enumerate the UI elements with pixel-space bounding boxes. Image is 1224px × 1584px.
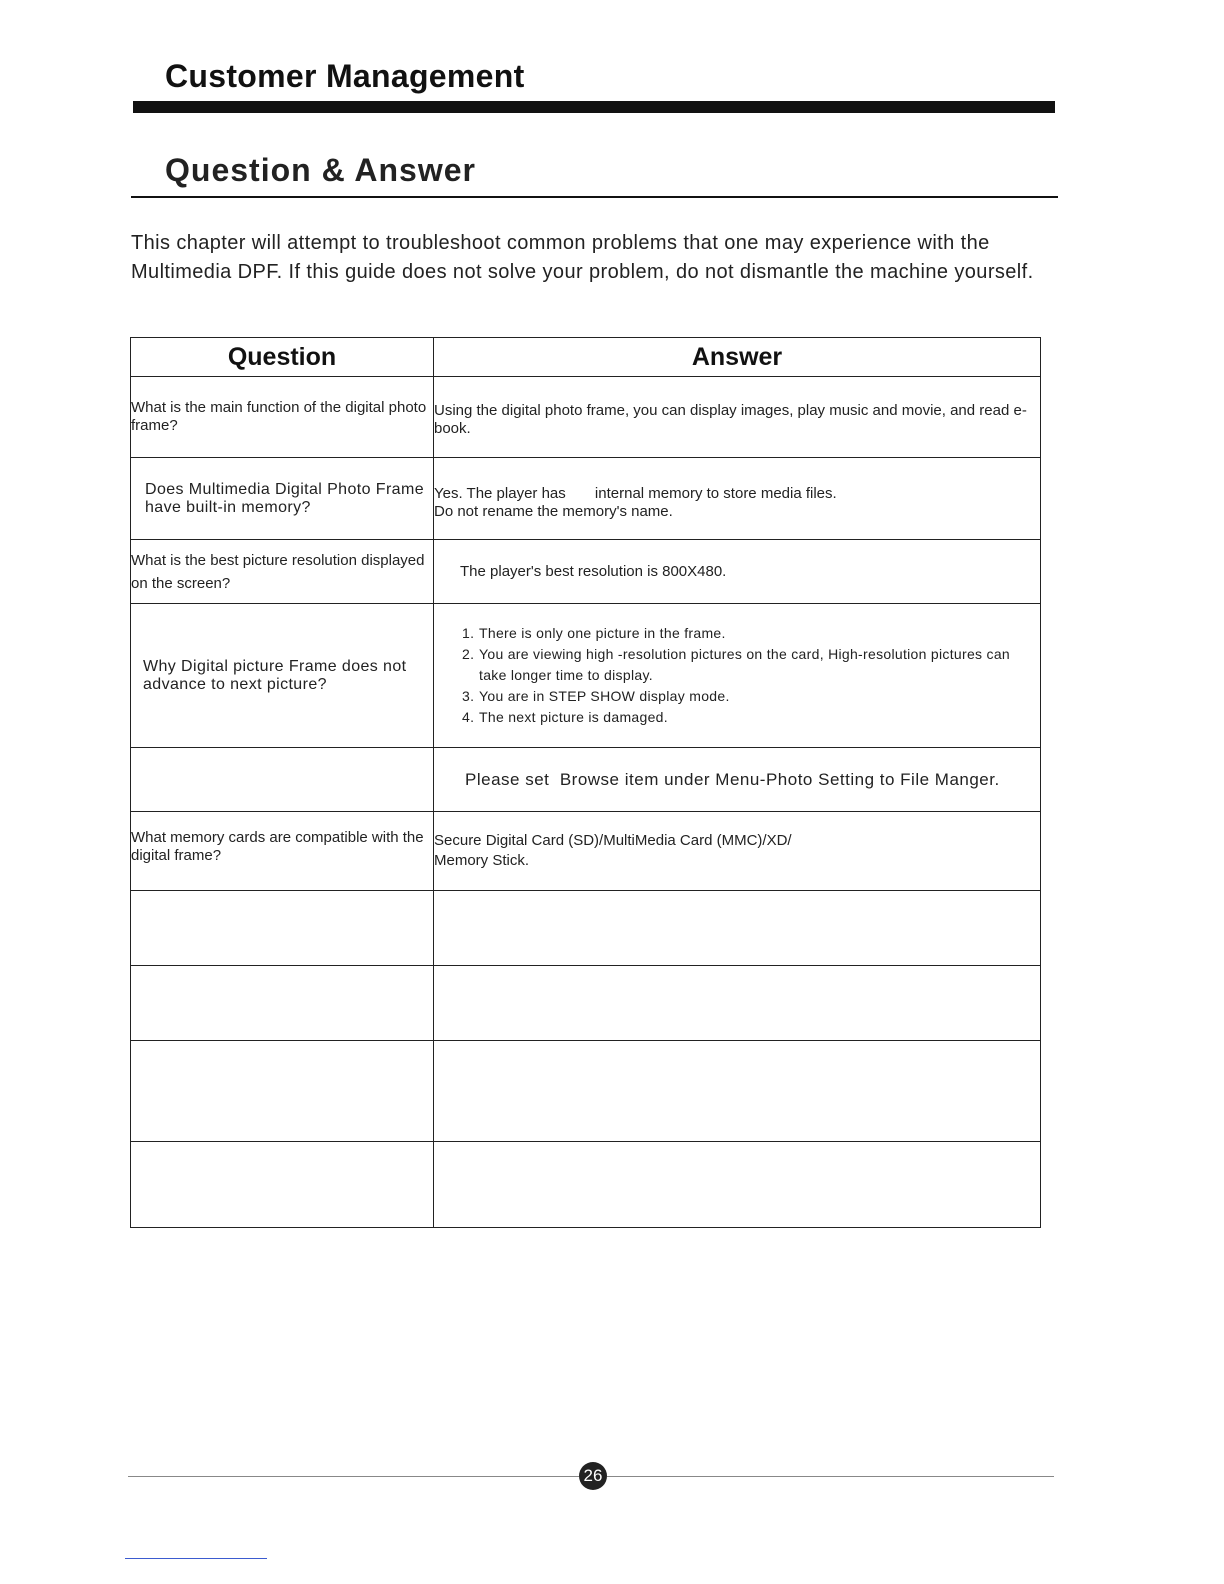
list-item: 2. You are viewing high -resolution pictures on the card, High-resolution pictures can take longer time to display. — [462, 646, 1010, 683]
question-cell — [131, 377, 434, 458]
question-cell — [131, 540, 434, 604]
bottom-underline — [125, 1558, 267, 1559]
question-text: What is the main function of the digital photo frame? — [131, 399, 427, 434]
answer-cell — [434, 540, 1041, 604]
question-text: Does Multimedia Digital Photo Frame have built-in memory? — [145, 480, 424, 516]
table-row — [131, 891, 1041, 966]
chapter-title: Customer Management — [165, 58, 525, 94]
table-row — [131, 1142, 1041, 1228]
list-item: 1. There is only one picture in the frame. — [462, 625, 726, 641]
qa-header-row — [131, 338, 1041, 377]
answer-cell — [434, 458, 1041, 540]
footer-rule-left — [128, 1476, 579, 1477]
question-cell — [131, 812, 434, 891]
question-cell — [131, 604, 434, 748]
question-text: What memory cards are compatible with the digital frame? — [131, 829, 424, 864]
answer-cell — [434, 1041, 1041, 1142]
answer-cell — [434, 891, 1041, 966]
table-row — [131, 812, 1041, 891]
question-text: Why Digital picture Frame does not advance to next picture? — [143, 657, 407, 693]
answer-text: Yes. The player has internal memory to store media files. — [434, 484, 837, 502]
question-column-header: Question — [131, 338, 434, 377]
table-row — [131, 377, 1041, 458]
question-cell — [131, 891, 434, 966]
answer-text: Using the digital photo frame, you can display images, play music and movie, and read e-book. — [434, 402, 1027, 437]
table-row — [131, 966, 1041, 1041]
answer-cell — [434, 1142, 1041, 1228]
answer-cell — [434, 966, 1041, 1041]
answer-text: Secure Digital Card (SD)/MultiMedia Card (MMC)/XD/ — [434, 832, 792, 849]
answer-text: Please set Browse item under Menu-Photo Setting to File Manger. — [465, 769, 1000, 789]
section-divider — [131, 196, 1058, 198]
answer-cell — [434, 812, 1041, 891]
answer-cell — [434, 604, 1041, 748]
list-item: 4. The next picture is damaged. — [462, 709, 668, 725]
answer-list — [462, 623, 1040, 728]
question-cell — [131, 966, 434, 1041]
question-cell — [131, 1142, 434, 1228]
footer-rule-right — [607, 1476, 1054, 1477]
page-number-badge: 26 — [579, 1462, 607, 1490]
table-row — [131, 1041, 1041, 1142]
table-row — [131, 748, 1041, 812]
table-row — [131, 458, 1041, 540]
answer-text: Do not rename the memory's name. — [434, 502, 673, 520]
answer-cell — [434, 377, 1041, 458]
intro-paragraph: This chapter will attempt to troubleshoot common problems that one may experience with the Multimedia DPF. If this guide does not solve your problem, do not dismantle the machine yourself. — [131, 232, 1034, 283]
question-cell — [131, 458, 434, 540]
answer-text: Memory Stick. — [434, 852, 530, 869]
table-row — [131, 540, 1041, 604]
section-title: Question & Answer — [165, 152, 476, 188]
answer-column-header: Answer — [434, 338, 1041, 377]
answer-text: The player's best resolution is 800X480. — [460, 562, 727, 580]
question-cell — [131, 748, 434, 812]
question-cell — [131, 1041, 434, 1142]
list-item: 3. You are in STEP SHOW display mode. — [462, 688, 730, 704]
qa-table — [130, 337, 1041, 1228]
chapter-title-bar — [133, 101, 1055, 113]
question-text: What is the best picture resolution displayed on the screen? — [131, 551, 425, 592]
table-row — [131, 604, 1041, 748]
answer-cell — [434, 748, 1041, 812]
